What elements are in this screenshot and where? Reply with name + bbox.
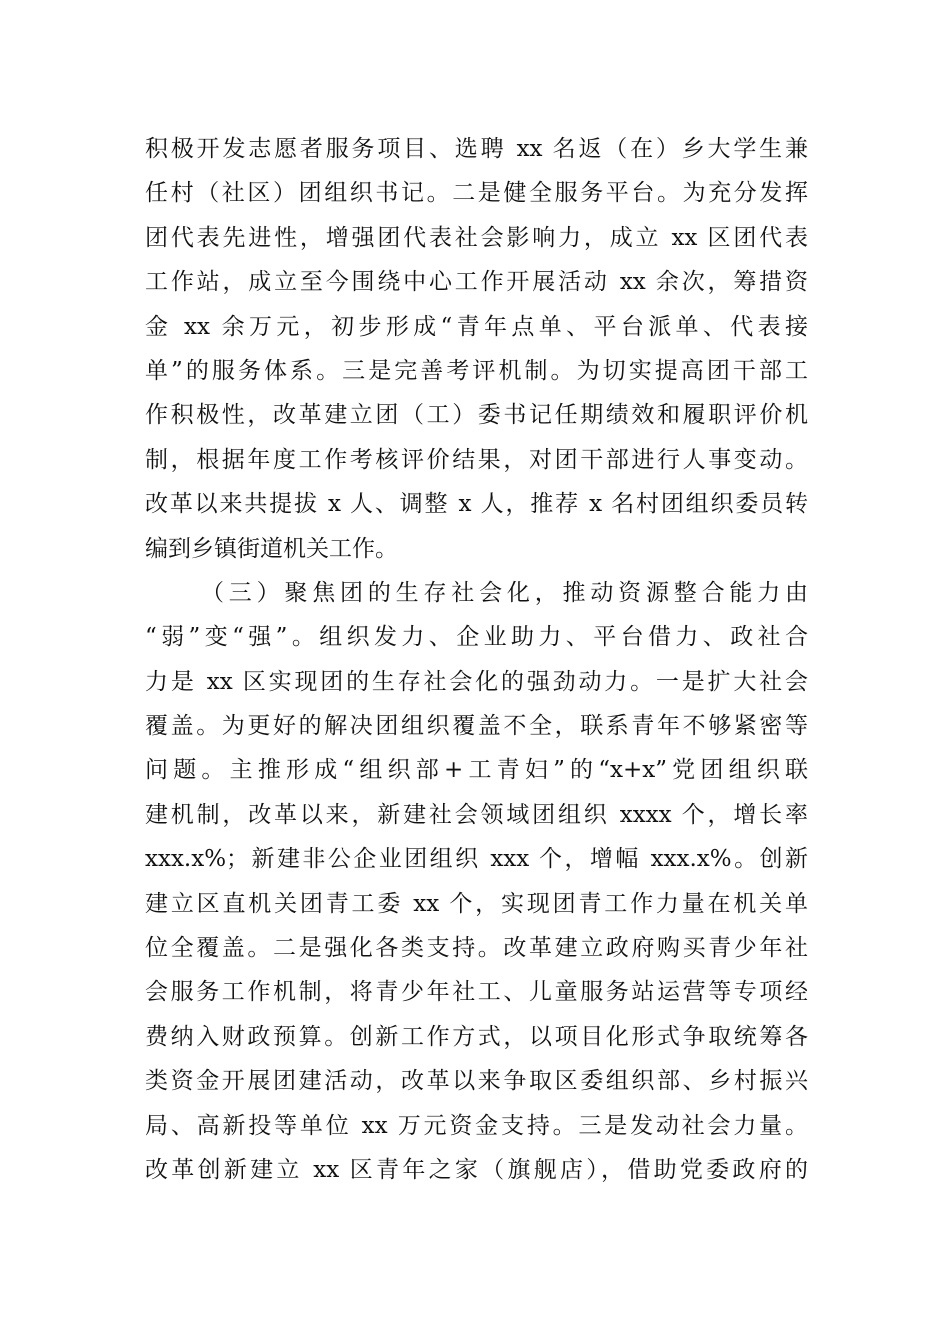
text-line: 费纳入财政预算。创新工作方式，以项目化形式争取统筹各 bbox=[145, 1023, 808, 1050]
text-line: 团代表先进性，增强团代表社会影响力，成立 xx 区团代表 bbox=[145, 224, 808, 251]
text-line: xxx.x%；新建非公企业团组织 xxx 个，增幅 xxx.x%。创新 bbox=[145, 846, 808, 873]
text-line: 编到乡镇街道机关工作。 bbox=[145, 535, 398, 562]
text-line: “弱”变“强”。组织发力、企业助力、平台借力、政社合 bbox=[145, 624, 808, 651]
text-line: 制，根据年度工作考核评价结果，对团干部进行人事变动。 bbox=[145, 446, 808, 473]
text-line: 工作站，成立至今围绕中心工作开展活动 xx 余次，筹措资 bbox=[145, 269, 808, 296]
text-line: 建机制，改革以来，新建社会领域团组织 xxxx 个，增长率 bbox=[145, 801, 808, 828]
section-heading-line: （三）聚焦团的生存社会化，推动资源整合能力由 bbox=[201, 579, 808, 606]
text-line: 作积极性，改革建立团（工）委书记任期绩效和履职评价机 bbox=[145, 402, 808, 429]
text-line: 改革以来共提拔 x 人、调整 x 人，推荐 x 名村团组织委员转 bbox=[145, 491, 808, 518]
text-line: 单”的服务体系。三是完善考评机制。为切实提高团干部工 bbox=[145, 357, 808, 384]
text-line: 类资金开展团建活动，改革以来争取区委组织部、乡村振兴 bbox=[145, 1068, 808, 1095]
text-line: 任村（社区）团组织书记。二是健全服务平台。为充分发挥 bbox=[145, 180, 808, 207]
text-line: 位全覆盖。二是强化各类支持。改革建立政府购买青少年社 bbox=[145, 935, 808, 962]
text-line: 局、高新投等单位 xx 万元资金支持。三是发动社会力量。 bbox=[145, 1112, 808, 1139]
body-text bbox=[145, 127, 808, 1192]
text-line: 积极开发志愿者服务项目、选聘 xx 名返（在）乡大学生兼 bbox=[145, 136, 808, 162]
text-line: 金 xx 余万元，初步形成“青年点单、平台派单、代表接 bbox=[145, 313, 808, 340]
text-line: 建立区直机关团青工委 xx 个，实现团青工作力量在机关单 bbox=[145, 890, 808, 917]
text-line: 改革创新建立 xx 区青年之家（旗舰店），借助党委政府的 bbox=[145, 1156, 808, 1183]
text-line: 覆盖。为更好的解决团组织覆盖不全，联系青年不够紧密等 bbox=[145, 713, 808, 740]
text-line: 会服务工作机制，将青少年社工、儿童服务站运营等专项经 bbox=[145, 979, 808, 1006]
text-line: 问题。主推形成“组织部+工青妇”的“x+x”党团组织联 bbox=[145, 757, 808, 784]
text-line: 力是 xx 区实现团的生存社会化的强劲动力。一是扩大社会 bbox=[145, 668, 808, 695]
